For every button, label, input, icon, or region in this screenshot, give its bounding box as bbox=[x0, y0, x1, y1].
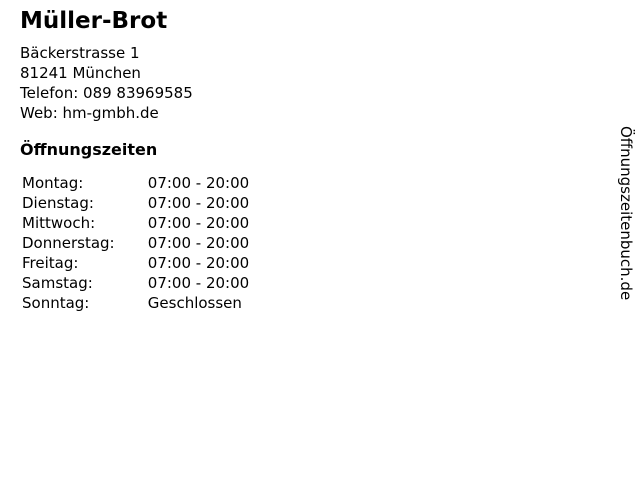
day-label: Donnerstag: bbox=[22, 234, 115, 252]
hours-value: 07:00 - 20:00 bbox=[147, 254, 250, 272]
address-city: 81241 München bbox=[20, 64, 141, 82]
watermark-vertical-text: Öffnungszeitenbuch.de bbox=[617, 126, 635, 301]
hours-value: 07:00 - 20:00 bbox=[147, 174, 250, 192]
hours-row-monday bbox=[22, 173, 640, 193]
day-label: Freitag: bbox=[22, 254, 79, 272]
business-name-title: Müller-Brot bbox=[20, 8, 168, 34]
hours-row-friday bbox=[22, 253, 640, 273]
hours-row-tuesday bbox=[22, 193, 640, 213]
hours-value: 07:00 - 20:00 bbox=[147, 214, 250, 232]
web-line: Web: hm-gmbh.de bbox=[20, 104, 159, 122]
hours-row-wednesday bbox=[22, 213, 640, 233]
hours-row-saturday bbox=[22, 273, 640, 293]
day-label: Mittwoch: bbox=[22, 214, 96, 232]
day-label: Samstag: bbox=[22, 274, 93, 292]
contact-block bbox=[20, 43, 640, 123]
hours-value: 07:00 - 20:00 bbox=[147, 274, 250, 292]
opening-hours-table bbox=[22, 173, 640, 313]
hours-row-thursday bbox=[22, 233, 640, 253]
day-label: Dienstag: bbox=[22, 194, 94, 212]
address-street: Bäckerstrasse 1 bbox=[20, 44, 140, 62]
day-label: Montag: bbox=[22, 174, 84, 192]
opening-hours-heading: Öffnungszeiten bbox=[20, 140, 158, 159]
hours-row-sunday bbox=[22, 293, 640, 313]
day-label: Sonntag: bbox=[22, 294, 90, 312]
phone-line: Telefon: 089 83969585 bbox=[20, 84, 193, 102]
hours-value: Geschlossen bbox=[147, 294, 242, 312]
hours-value: 07:00 - 20:00 bbox=[147, 234, 250, 252]
hours-value: 07:00 - 20:00 bbox=[147, 194, 250, 212]
